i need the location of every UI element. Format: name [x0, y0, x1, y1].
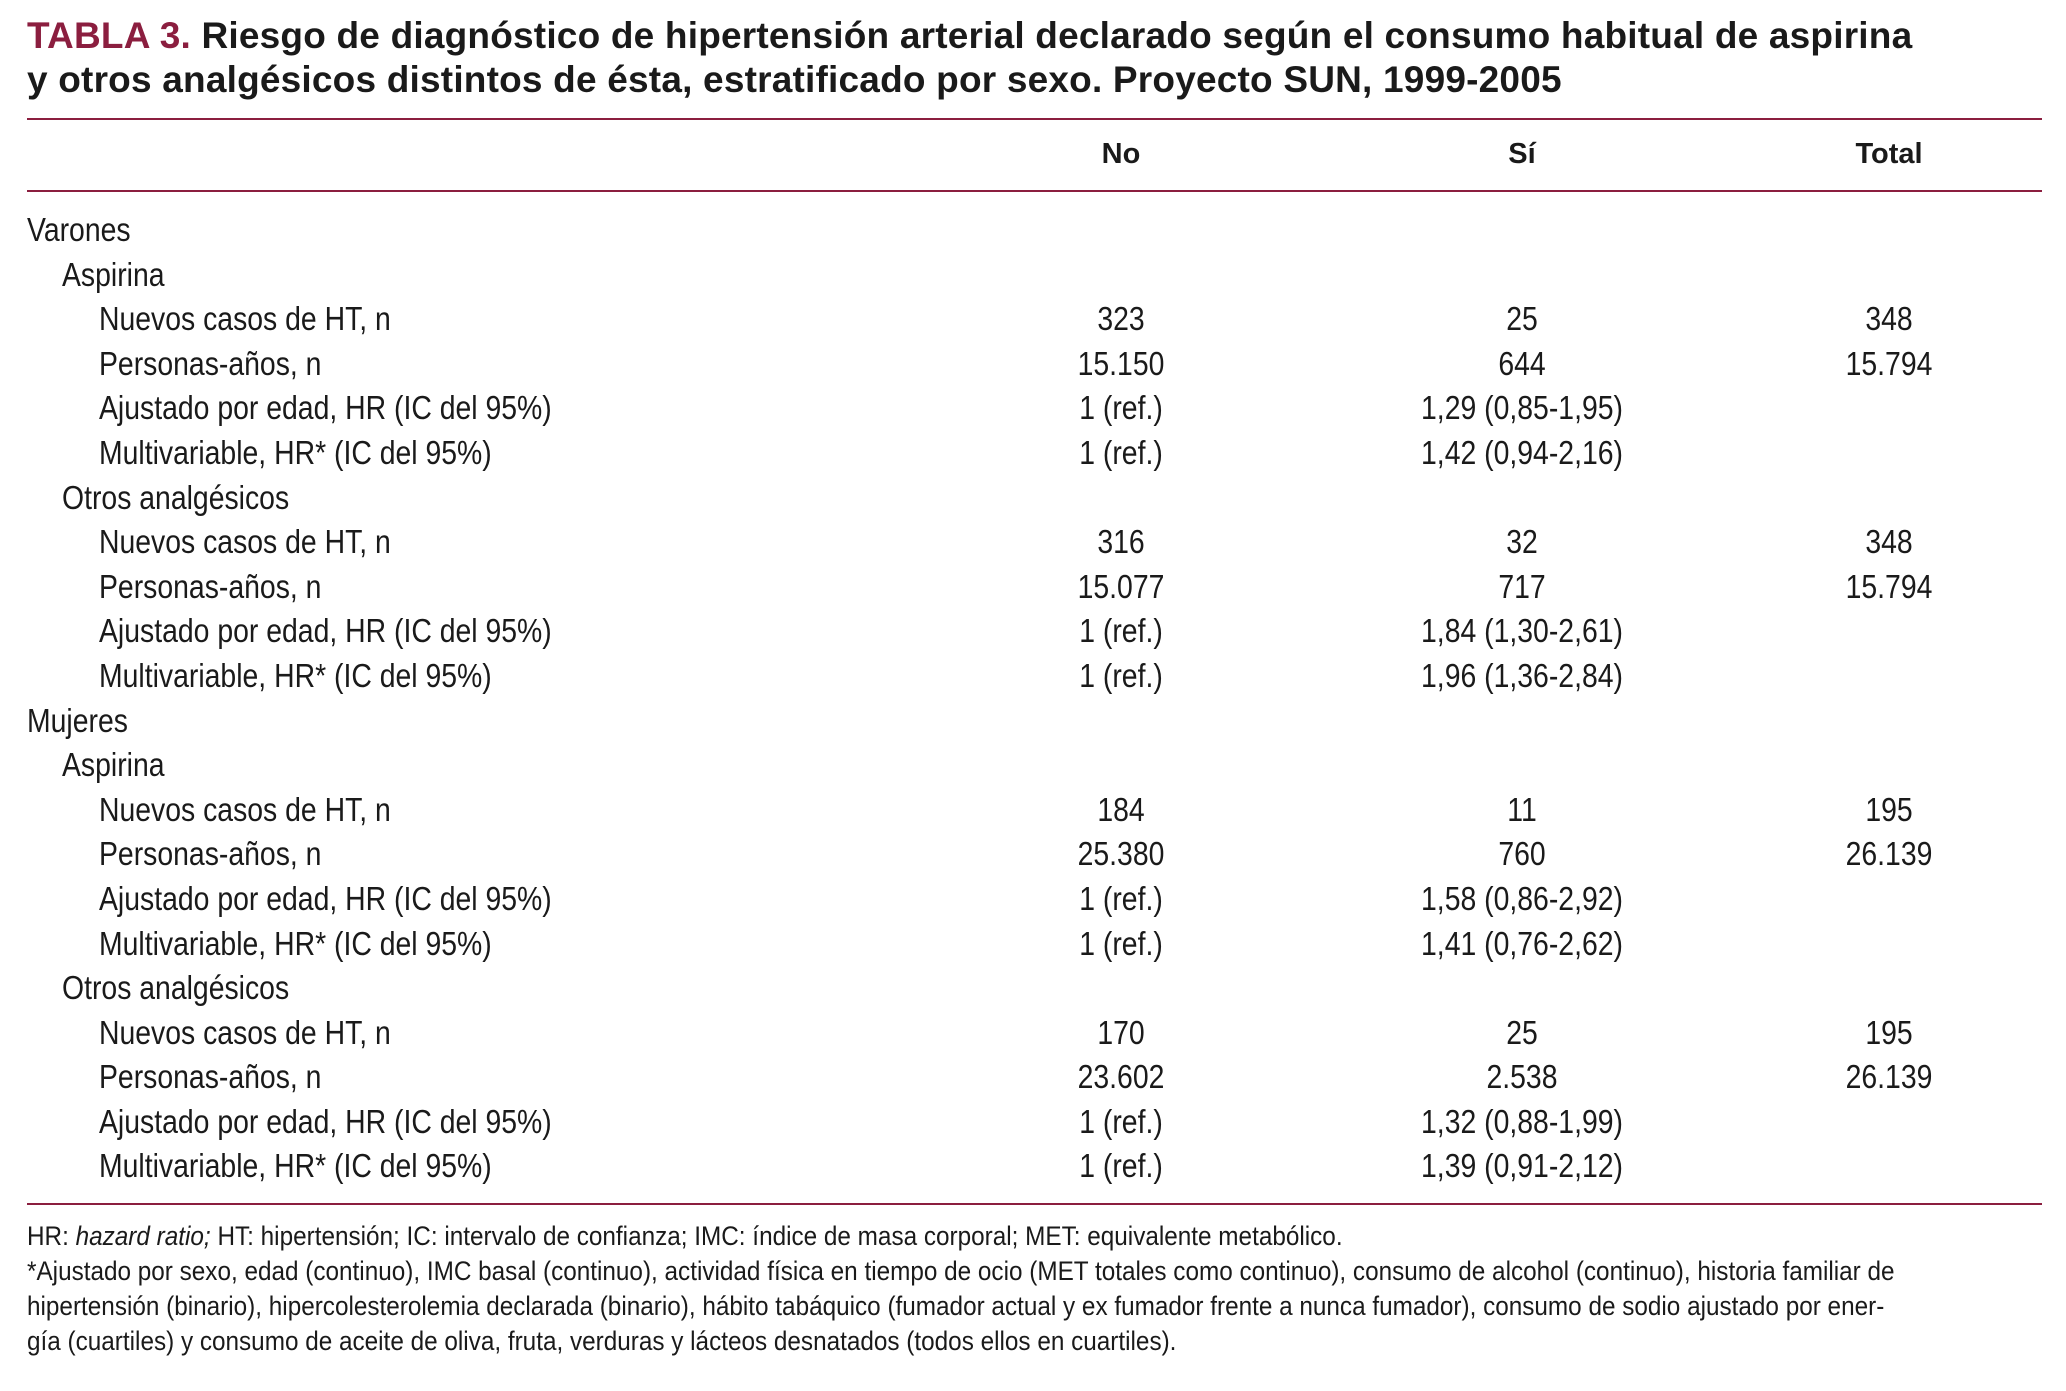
row-label — [62, 476, 326, 520]
cell-si-text: 1,32 (0,88-1,99) — [1421, 1102, 1623, 1140]
cell-si — [1494, 565, 1549, 609]
title-line-2: y otros analgésicos distintos de ésta, estratificado por sexo. Proyecto SUN, 1999-2005 — [27, 59, 1562, 100]
cell-no — [1071, 565, 1172, 609]
cell-si — [1405, 922, 1640, 966]
row-label — [99, 1055, 358, 1099]
table-row — [27, 342, 2042, 387]
cell-si-text: 32 — [1506, 523, 1538, 561]
row-label-text: Varones — [27, 211, 131, 248]
cell-no-text: 25.380 — [1077, 835, 1165, 873]
subgroup-row — [27, 966, 2042, 1011]
table-title — [27, 14, 2042, 102]
table-row — [27, 654, 2042, 699]
cell-no-text: 184 — [1097, 790, 1145, 828]
row-label-text: Aspirina — [62, 746, 165, 784]
row-label-text: Mujeres — [27, 701, 128, 739]
row-label-text: Personas-años, n — [99, 1058, 322, 1096]
table-row — [27, 431, 2042, 476]
cell-si-text: 644 — [1498, 344, 1546, 382]
cell-no — [1072, 922, 1169, 966]
cell-si-text: 1,96 (1,36-2,84) — [1421, 656, 1623, 694]
cell-si — [1405, 609, 1640, 653]
cell-si-text: 2.538 — [1486, 1058, 1558, 1096]
column-header-si: Sí — [1508, 138, 1536, 170]
cell-total — [1839, 565, 1940, 609]
row-label — [99, 297, 438, 341]
abbreviations-note — [27, 1219, 2042, 1254]
table-row — [27, 1100, 2042, 1145]
cell-no — [1093, 297, 1148, 341]
cell-si-text: 1,42 (0,94-2,16) — [1421, 433, 1623, 471]
cell-si — [1504, 297, 1541, 341]
row-label-text: Personas-años, n — [99, 344, 322, 382]
cell-si — [1504, 1011, 1541, 1055]
row-label — [62, 253, 181, 297]
bottom-rule — [27, 1203, 2042, 1205]
cell-no — [1093, 788, 1148, 832]
row-label — [99, 1011, 438, 1055]
cell-total-text: 195 — [1865, 790, 1913, 828]
cell-no-text: 1 (ref.) — [1079, 656, 1163, 694]
cell-no-text: 15.077 — [1077, 567, 1165, 605]
row-label — [99, 431, 556, 475]
row-label-text: Nuevos casos de HT, n — [99, 1013, 391, 1051]
cell-total — [1861, 297, 1916, 341]
row-label — [99, 654, 556, 698]
cell-si — [1405, 877, 1640, 921]
row-label-text: Multivariable, HR* (IC del 95%) — [99, 924, 492, 962]
cell-si — [1405, 386, 1640, 430]
cell-si — [1494, 342, 1549, 386]
cell-no — [1072, 386, 1169, 430]
cell-si-text: 1,84 (1,30-2,61) — [1421, 612, 1623, 650]
row-label-text: Multivariable, HR* (IC del 95%) — [99, 656, 492, 694]
row-label-text: Nuevos casos de HT, n — [99, 523, 391, 561]
cell-no-text: 1 (ref.) — [1079, 1102, 1163, 1140]
cell-total-text: 26.139 — [1845, 835, 1933, 873]
cell-total — [1839, 342, 1940, 386]
cell-no — [1071, 832, 1172, 876]
cell-total-text: 348 — [1865, 300, 1913, 338]
cell-no — [1093, 520, 1148, 564]
cell-si — [1481, 1055, 1564, 1099]
cell-no — [1072, 431, 1169, 475]
cell-no — [1072, 609, 1169, 653]
cell-si — [1405, 431, 1640, 475]
table-notes — [27, 1219, 2042, 1359]
cell-no — [1071, 1055, 1172, 1099]
cell-total-text: 15.794 — [1845, 567, 1933, 605]
cell-si-text: 1,58 (0,86-2,92) — [1421, 879, 1623, 917]
cell-no — [1093, 1011, 1148, 1055]
cell-no-text: 170 — [1097, 1013, 1145, 1051]
cell-si — [1504, 520, 1541, 564]
row-label — [99, 922, 556, 966]
row-label-text: Ajustado por edad, HR (IC del 95%) — [99, 389, 552, 427]
cell-si-text: 760 — [1498, 835, 1546, 873]
cell-no-text: 15.150 — [1077, 344, 1165, 382]
cell-no — [1071, 342, 1172, 386]
table-row — [27, 386, 2042, 431]
cell-no-text: 1 (ref.) — [1079, 433, 1163, 471]
cell-si-text: 1,29 (0,85-1,95) — [1421, 389, 1623, 427]
row-label — [99, 342, 358, 386]
row-label-text: Nuevos casos de HT, n — [99, 300, 391, 338]
row-label-text: Ajustado por edad, HR (IC del 95%) — [99, 1102, 552, 1140]
cell-no — [1072, 877, 1169, 921]
cell-si-text: 1,41 (0,76-2,62) — [1421, 924, 1623, 962]
row-label — [99, 788, 438, 832]
row-label — [99, 1144, 556, 1188]
table-figure — [27, 14, 2042, 1359]
cell-si-text: 717 — [1498, 567, 1546, 605]
cell-si — [1405, 654, 1640, 698]
cell-total — [1861, 520, 1916, 564]
row-label-text: Ajustado por edad, HR (IC del 95%) — [99, 879, 552, 917]
cell-si-text: 11 — [1507, 790, 1537, 828]
row-label — [99, 877, 625, 921]
cell-no-text: 323 — [1097, 300, 1145, 338]
table-label: TABLA 3. — [27, 15, 191, 56]
cell-total-text: 26.139 — [1845, 1058, 1933, 1096]
row-label-text: Multivariable, HR* (IC del 95%) — [99, 433, 492, 471]
subgroup-row — [27, 743, 2042, 788]
footnote-line-2: hipertensión (binario), hipercolesterolemia declarada (binario), hábito tabáquico (fumador actual y ex fumador frente a nunca fumador), consumo de sodio ajustado por ener- — [27, 1291, 1885, 1322]
cell-no-text: 1 (ref.) — [1079, 924, 1163, 962]
cell-no-text: 23.602 — [1077, 1058, 1165, 1096]
column-header-row — [27, 120, 2042, 192]
row-label — [99, 832, 358, 876]
row-label-text: Nuevos casos de HT, n — [99, 790, 391, 828]
cell-total-text: 195 — [1865, 1013, 1913, 1051]
cell-no-text: 1 (ref.) — [1079, 612, 1163, 650]
row-label-text: Multivariable, HR* (IC del 95%) — [99, 1147, 492, 1185]
row-label-text: Otros analgésicos — [62, 478, 290, 516]
cell-no-text: 1 (ref.) — [1079, 389, 1163, 427]
abbrev-hr: HR: — [27, 1221, 69, 1252]
row-label — [99, 520, 438, 564]
column-header-total: Total — [1855, 138, 1923, 170]
table-row — [27, 297, 2042, 342]
table-row — [27, 1055, 2042, 1100]
abbrev-rest: HT: hipertensión; IC: intervalo de confianza; IMC: índice de masa corporal; MET: equivalente metabólico. — [217, 1221, 1343, 1252]
footnote-line-3: gía (cuartiles) y consumo de aceite de oliva, fruta, verduras y lácteos desnatados (todos ellos en cuartiles). — [27, 1326, 1177, 1357]
cell-si-text: 1,39 (0,91-2,12) — [1421, 1147, 1623, 1185]
cell-no — [1072, 1144, 1169, 1188]
cell-no-text: 1 (ref.) — [1079, 1147, 1163, 1185]
table-row — [27, 1144, 2042, 1189]
subgroup-row — [27, 253, 2042, 298]
cell-no — [1072, 1100, 1169, 1144]
table-row — [27, 609, 2042, 654]
row-label — [99, 565, 358, 609]
row-label — [27, 699, 144, 743]
abbrev-hr-italic: hazard ratio; — [75, 1221, 211, 1252]
cell-total — [1861, 788, 1916, 832]
row-label — [27, 208, 147, 252]
cell-total — [1861, 1011, 1916, 1055]
row-label — [99, 609, 625, 653]
cell-si — [1405, 1100, 1640, 1144]
row-label — [62, 743, 181, 787]
footnote-line-1: *Ajustado por sexo, edad (continuo), IMC basal (continuo), actividad física en tiempo de ocio (MET totales como continuo), consumo de alcohol (continuo), historia familiar de — [27, 1256, 1895, 1287]
table-body — [27, 192, 2042, 1189]
cell-total-text: 15.794 — [1845, 344, 1933, 382]
table-row — [27, 877, 2042, 922]
cell-total — [1839, 1055, 1940, 1099]
group-row — [27, 699, 2042, 744]
row-label — [99, 386, 625, 430]
cell-si-text: 25 — [1506, 300, 1538, 338]
row-label — [62, 966, 326, 1010]
subgroup-row — [27, 476, 2042, 521]
table-row — [27, 832, 2042, 877]
row-label-text: Personas-años, n — [99, 835, 322, 873]
cell-si — [1405, 1144, 1640, 1188]
cell-si-text: 25 — [1506, 1013, 1538, 1051]
cell-no — [1072, 654, 1169, 698]
group-row — [27, 208, 2042, 253]
cell-total — [1839, 832, 1940, 876]
table-row — [27, 922, 2042, 967]
cell-no-text: 1 (ref.) — [1079, 879, 1163, 917]
cell-si — [1505, 788, 1539, 832]
title-line-1: Riesgo de diagnóstico de hipertensión arterial declarado según el consumo habitual de aspirina — [201, 15, 1913, 56]
column-header-no: No — [1101, 138, 1141, 170]
cell-no-text: 316 — [1097, 523, 1145, 561]
table-row — [27, 520, 2042, 565]
table-row — [27, 788, 2042, 833]
row-label-text: Personas-años, n — [99, 567, 322, 605]
row-label — [99, 1100, 625, 1144]
row-label-text: Aspirina — [62, 255, 165, 293]
cell-total-text: 348 — [1865, 523, 1913, 561]
table-row — [27, 565, 2042, 610]
table-row — [27, 1011, 2042, 1056]
row-label-text: Ajustado por edad, HR (IC del 95%) — [99, 612, 552, 650]
cell-si — [1494, 832, 1549, 876]
row-label-text: Otros analgésicos — [62, 969, 290, 1007]
